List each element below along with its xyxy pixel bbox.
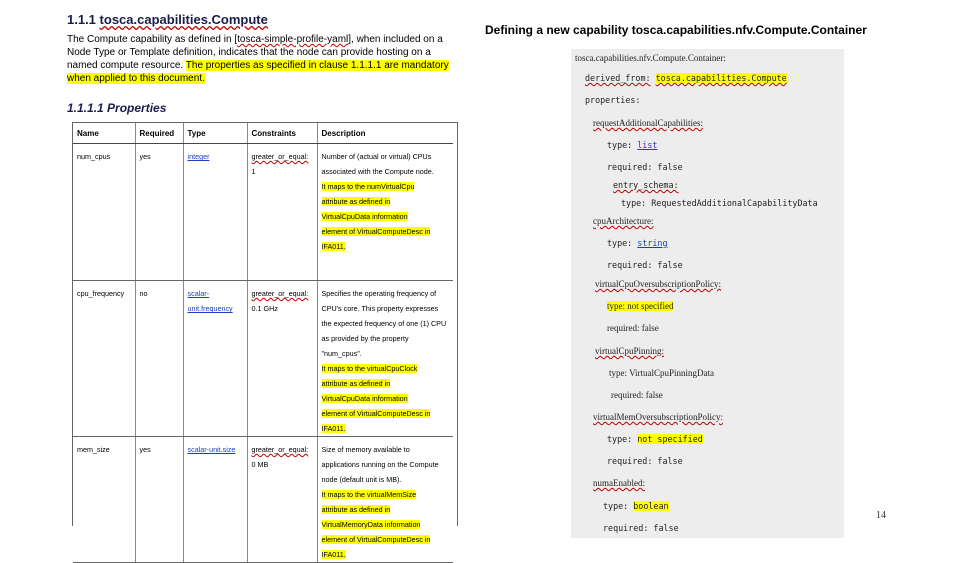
yaml-value: tosca.capabilities.Compute xyxy=(655,73,787,83)
yaml-value: not specified xyxy=(637,434,703,444)
table-row xyxy=(73,144,453,281)
cell-name: cpu_frequency xyxy=(73,281,135,437)
cell-constraints xyxy=(247,281,317,437)
cell-required: yes xyxy=(135,144,183,281)
cell-required: no xyxy=(135,281,183,437)
description-highlight: attribute as defined in xyxy=(321,379,391,388)
cell-type xyxy=(183,144,247,281)
description-text: Number of (actual or virtual) CPUs associated with the Compute node. xyxy=(321,152,434,176)
yaml-key: type: xyxy=(607,238,633,248)
description-text: Size of memory available to applications running on the Compute node (default unit is MB). xyxy=(321,445,439,484)
yaml-line: type: RequestedAdditionalCapabilityData xyxy=(621,198,818,208)
col-header-required: Required xyxy=(135,123,183,144)
intro-text-1: The Compute capability as defined in [ xyxy=(67,34,238,45)
intro-paragraph xyxy=(67,33,457,85)
description-highlight: It maps to the virtualCpuClock xyxy=(321,364,418,373)
constraint-label: greater_or_equal: xyxy=(251,289,309,298)
yaml-line xyxy=(607,140,657,150)
yaml-line: virtualCpuOversubscriptionPolicy: xyxy=(595,279,721,289)
properties-table xyxy=(73,123,453,563)
constraint-value: 0.1 GHz xyxy=(251,304,278,313)
description-highlight: It maps to the virtualMemSize xyxy=(321,490,417,499)
yaml-line: tosca.capabilities.nfv.Compute.Container: xyxy=(575,53,726,63)
yaml-line xyxy=(603,501,669,511)
yaml-line: entry_schema: xyxy=(613,180,679,190)
description-text: Specifies the operating frequency of CPU's core. This property expresses the expected frequency of one (1) CPU as provided by the property "num_cpus". xyxy=(321,289,447,358)
cell-type xyxy=(183,281,247,437)
yaml-value: boolean xyxy=(633,501,669,511)
section-heading xyxy=(67,12,268,27)
description-highlight: element of VirtualComputeDesc in xyxy=(321,409,431,418)
cell-description xyxy=(317,437,453,563)
description-highlight: IFA011. xyxy=(321,242,346,251)
yaml-line: required: false xyxy=(611,390,663,400)
description-highlight: VirtualCpuData information xyxy=(321,394,408,403)
intro-text-2: ], when included on a Node Type or Template definition, indicates that the node can provide hosting on a named compute resource. xyxy=(67,34,443,71)
section-number: 1.1.1 xyxy=(67,12,96,27)
table-header-row xyxy=(73,123,453,144)
yaml-value: string xyxy=(637,238,668,248)
col-header-name: Name xyxy=(73,123,135,144)
cell-constraints xyxy=(247,437,317,563)
description-highlight: It maps to the numVirtualCpu xyxy=(321,182,415,191)
yaml-line: numaEnabled: xyxy=(593,478,645,488)
page-number: 14 xyxy=(876,510,886,521)
type-link[interactable]: scalar-unit.size xyxy=(187,445,236,454)
description-highlight: element of VirtualComputeDesc in xyxy=(321,227,431,236)
yaml-key: type: xyxy=(603,501,629,511)
cell-description xyxy=(317,144,453,281)
constraint-value: 0 MB xyxy=(251,460,269,469)
yaml-line: requestAdditionalCapabilities: xyxy=(593,118,703,128)
properties-heading: 1.1.1.1 Properties xyxy=(67,101,167,115)
description-highlight: IFA011. xyxy=(321,550,346,559)
yaml-line xyxy=(607,434,703,444)
table-row xyxy=(73,281,453,437)
col-header-constraints: Constraints xyxy=(247,123,317,144)
yaml-line: required: false xyxy=(607,456,683,466)
cell-name: mem_size xyxy=(73,437,135,563)
yaml-line: required: false xyxy=(603,523,679,533)
yaml-code-panel xyxy=(571,49,844,538)
description-highlight: VirtualMemoryData information xyxy=(321,520,421,529)
section-title: tosca.capabilities.Compute xyxy=(99,12,268,27)
description-highlight: VirtualCpuData information xyxy=(321,212,408,221)
constraint-value: 1 xyxy=(251,167,256,176)
yaml-line: required: false xyxy=(607,162,683,172)
cell-type xyxy=(183,437,247,563)
col-header-description: Description xyxy=(317,123,453,144)
description-highlight: element of VirtualComputeDesc in xyxy=(321,535,431,544)
yaml-line xyxy=(585,73,787,83)
yaml-key: derived_from: xyxy=(585,73,651,83)
intro-reference[interactable]: tosca-simple-profile-yaml xyxy=(237,34,349,45)
cell-name: num_cpus xyxy=(73,144,135,281)
yaml-line xyxy=(607,301,673,311)
yaml-line xyxy=(607,238,668,248)
constraint-label: greater_or_equal: xyxy=(251,152,309,161)
yaml-line: cpuArchitecture: xyxy=(593,216,654,226)
intro-highlight: The properties as specified in clause 1.1.1.1 are mandatory when applied to this document. xyxy=(67,60,449,84)
yaml-key: type: xyxy=(607,434,633,444)
yaml-line: virtualMemOversubscriptionPolicy: xyxy=(593,412,723,422)
yaml-value: list xyxy=(637,140,658,150)
type-link[interactable]: integer xyxy=(187,152,210,161)
table-row xyxy=(73,437,453,563)
description-highlight: attribute as defined in xyxy=(321,505,391,514)
cell-constraints xyxy=(247,144,317,281)
col-header-type: Type xyxy=(183,123,247,144)
yaml-line: required: false xyxy=(607,323,659,333)
slide-title: Defining a new capability tosca.capabilities.nfv.Compute.Container xyxy=(485,23,867,37)
yaml-value: type: not specified xyxy=(607,301,674,311)
yaml-key: type: xyxy=(607,140,633,150)
yaml-line: virtualCpuPinning: xyxy=(595,346,665,356)
cell-description xyxy=(317,281,453,437)
description-highlight: attribute as defined in xyxy=(321,197,391,206)
constraint-label: greater_or_equal: xyxy=(251,445,309,454)
yaml-line: required: false xyxy=(607,260,683,270)
cell-required: yes xyxy=(135,437,183,563)
description-highlight: IFA011. xyxy=(321,424,346,433)
properties-table-frame xyxy=(72,122,458,559)
yaml-line: type: VirtualCpuPinningData xyxy=(609,368,715,378)
type-link[interactable]: scalar-unit.frequency xyxy=(187,289,233,313)
yaml-line: properties: xyxy=(585,95,641,105)
